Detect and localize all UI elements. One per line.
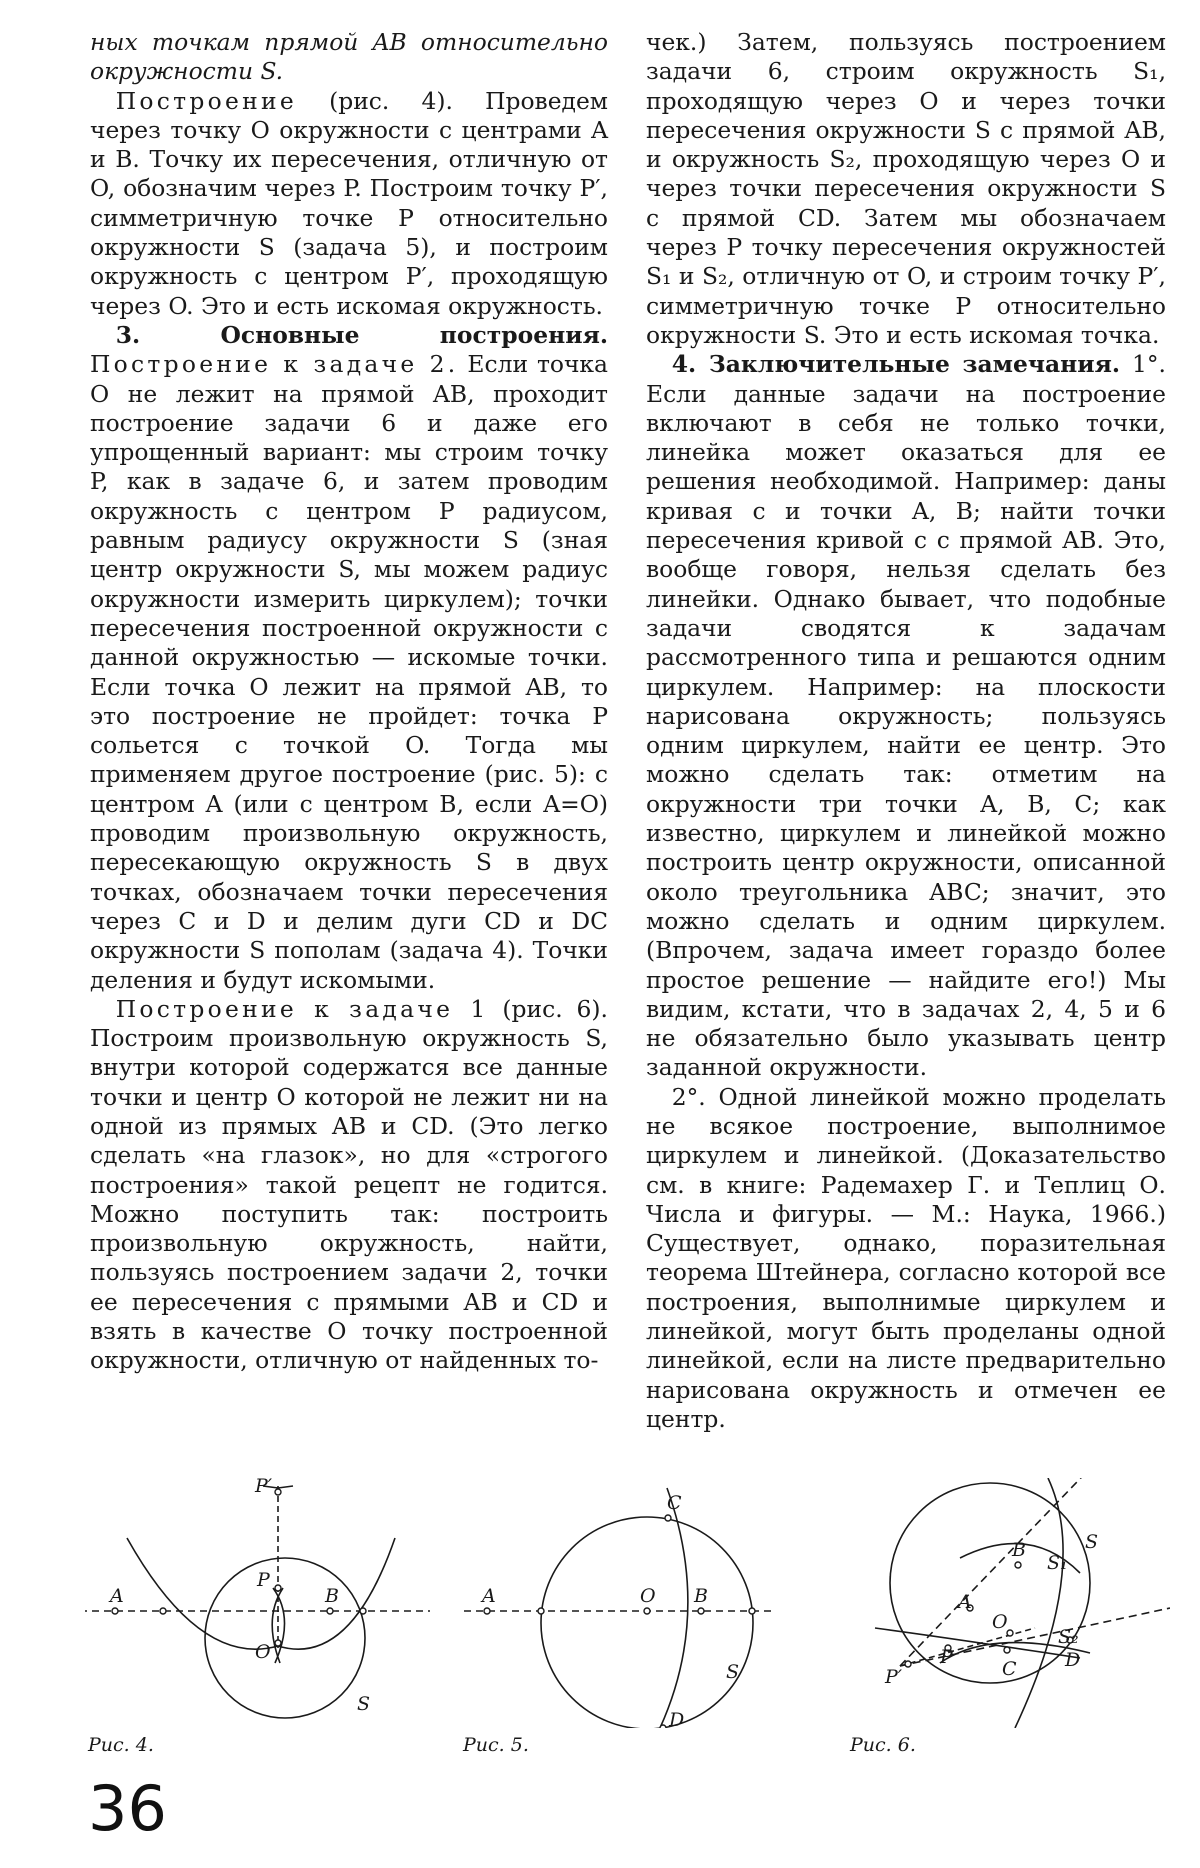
label-p-prime: P′	[255, 1478, 273, 1497]
label-d: D	[1065, 1649, 1081, 1671]
paragraph: Построение (рис. 4). Проведем через точку O окружности с центрами A и B. Точку их пересечения, отличную от O, обозначим через P. Построим точку P′, симметричную точке P относительно окружности S (задача 5), и построим окружность с центром P′, проходящую через O. Это и есть искомая окружность.	[90, 86, 608, 320]
point	[360, 1608, 366, 1614]
figure-6-caption: Рис. 6.	[850, 1734, 916, 1756]
label-s: S	[1085, 1531, 1099, 1553]
point-c	[1004, 1647, 1010, 1653]
paragraph: ных точкам прямой AB относительно окружности S.	[90, 28, 608, 86]
label-b: B	[694, 1585, 708, 1607]
left-column	[90, 28, 608, 1376]
label-s: S	[357, 1693, 371, 1715]
point-a	[112, 1608, 118, 1614]
paragraph: чек.) Затем, пользуясь построением задачи 6, строим окружность S₁, проходящую через O и через точки пересечения окружности S с прямой AB, и окружность S₂, проходящую через O и через точки пересечения окружности S с прямой CD. Затем мы обозначаем через P точку пересечения окружностей S₁ и S₂, отличную от O, и строим точку P′, симметричную точке P относительно окружности S. Это и есть искомая точка.	[646, 28, 1166, 349]
paragraph: 3. Основные построения. Построение к задаче 2. Если точка O не лежит на прямой AB, проходит построение задачи 6 и даже его упрощенный вариант: мы строим точку P, как в задаче 6, и затем проводим окружность с центром P радиусом, равным радиусу окружности S (зная центр окружности S, мы можем радиус окружности измерить циркулем); точки пересечения построенной окружности с данной окружностью — искомые точки. Если точка O лежит на прямой AB, то это построение не пройдет: точка P сольется с точкой O. Тогда мы применяем другое построение (рис. 5): с центром A (или с центром B, если A=O) проводим произвольную окружность, пересекающую окружность S в двух точках, обозначаем точки пересечения через C и D и делим дуги CD и DC окружности S пополам (задача 4). Точки деления и будут искомыми.	[90, 320, 608, 994]
label-o: O	[640, 1585, 656, 1607]
label-p-prime: P′	[885, 1666, 903, 1688]
circle-s	[541, 1517, 753, 1728]
point-p	[275, 1585, 281, 1591]
point-o	[1007, 1630, 1013, 1636]
label-o: O	[992, 1611, 1008, 1633]
page-number: 36	[88, 1772, 167, 1845]
section-heading: 3. Основные построения.	[115, 320, 608, 349]
point-b	[698, 1608, 704, 1614]
point-c	[665, 1515, 671, 1521]
circle-s	[205, 1558, 365, 1718]
paragraph: 4. Заключительные замечания. 1°. Если данные задачи на построение включают в себя не только точки, линейка может оказаться для ее решения необходимой. Например: даны кривая c и точки A, B; найти точки пересечения кривой c с прямой AB. Это, вообще говоря, нельзя сделать без линейки. Однако бывает, что подобные задачи сводятся к задачам рассмотренного типа и решаются одним циркулем. Например: на плоскости нарисована окружность; пользуясь одним циркулем, найти ее центр. Это можно сделать так: отметим на окружности три точки A, B, C; как известно, циркулем и линейкой можно построить центр окружности, описанной около треугольника ABC; значит, это можно сделать и одним циркулем. (Впрочем, задача имеет гораздо более простое решение — найдите его!) Мы видим, кстати, что в задачах 2, 4, 5 и 6 не обязательно было указывать центр заданной окружности.	[646, 350, 1166, 1082]
label-b: B	[1012, 1539, 1026, 1561]
point-p-prime	[905, 1661, 911, 1667]
section-heading: 4. Заключительные замечания.	[671, 350, 1121, 379]
label-a: A	[482, 1585, 496, 1607]
circle-s-arcs	[127, 1538, 395, 1649]
circle-arc	[875, 1628, 1080, 1658]
figure-4	[85, 1478, 430, 1728]
label-b: B	[325, 1585, 339, 1607]
label-s1: S₁	[1047, 1552, 1068, 1574]
point	[749, 1608, 755, 1614]
point-a	[484, 1608, 490, 1614]
figure-5-caption: Рис. 5.	[463, 1734, 529, 1756]
label-s: S	[726, 1661, 740, 1683]
label-s2: S₂	[1058, 1626, 1079, 1648]
label-d: D	[669, 1709, 685, 1728]
label-c: C	[667, 1492, 682, 1514]
point-b	[1015, 1562, 1021, 1568]
label-p: P	[940, 1646, 953, 1668]
circle-arc	[1015, 1478, 1063, 1728]
point-b	[327, 1608, 333, 1614]
point	[538, 1608, 544, 1614]
point-p-prime	[275, 1489, 281, 1495]
label-p: P	[257, 1569, 270, 1591]
paragraph: Построение к задаче 1 (рис. 6). Построим произвольную окружность S, внутри которой содержатся все данные точки и центр O которой не лежит ни на одной из прямых AB и CD. (Это легко сделать «на глазок», но для «строгого построения» такой рецепт не годится. Можно поступить так: построить произвольную окружность, найти, пользуясь построением задачи 2, точки ее пересечения с прямыми AB и CD и взять в качестве O точку построенной окружности, отличную от найденных то-	[90, 994, 608, 1375]
point-o	[644, 1608, 650, 1614]
point-d	[660, 1725, 666, 1728]
label-c: C	[1002, 1658, 1017, 1680]
label-o: O	[255, 1641, 271, 1663]
circle-arc	[273, 1588, 285, 1663]
label-a: A	[958, 1591, 972, 1613]
right-column	[646, 28, 1166, 1434]
circle-arc	[272, 1588, 283, 1663]
point-o	[275, 1640, 281, 1646]
figure-6	[840, 1478, 1170, 1728]
figure-4-caption: Рис. 4.	[88, 1734, 154, 1756]
point	[160, 1608, 166, 1614]
figure-5	[462, 1478, 792, 1728]
label-a: A	[110, 1585, 124, 1607]
paragraph: 2°. Одной линейкой можно проделать не всякое построение, выполнимое циркулем и линейкой. (Доказательство см. в книге: Радемахер Г. и Теплиц О. Числа и фигуры. — М.: Наука, 1966.) Существует, однако, поразительная теорема Штейнера, согласно которой все построения, выполнимые циркулем и линейкой, могут быть проделаны одной линейкой, если на листе предварительно нарисована окружность и отмечен ее центр.	[646, 1082, 1166, 1433]
